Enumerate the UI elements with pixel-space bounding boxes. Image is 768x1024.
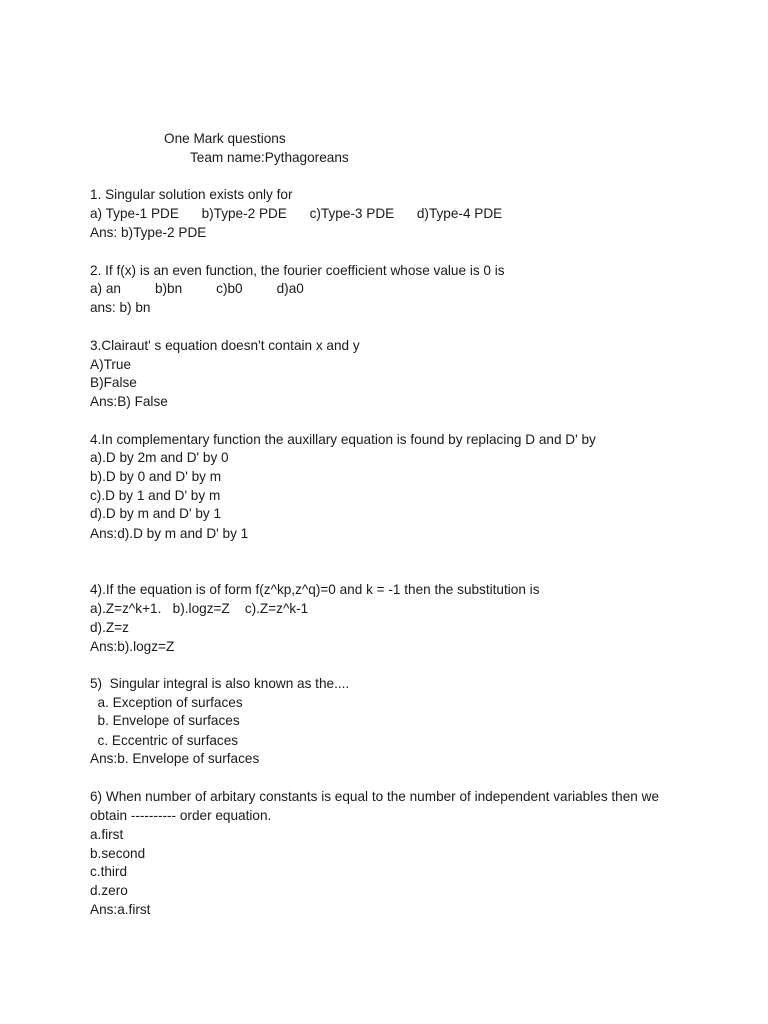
answer-text: Ans:b).logz=Z xyxy=(90,639,175,654)
document-heading: One Mark questions xyxy=(164,131,286,146)
option-line: c. Eccentric of surfaces xyxy=(90,733,239,748)
option-line: B)False xyxy=(90,375,137,390)
answer-text: Ans:a.first xyxy=(90,902,151,917)
option-line: b.second xyxy=(90,846,146,861)
question-text: 1. Singular solution exists only for xyxy=(90,187,293,202)
option-line: a. Exception of surfaces xyxy=(90,695,243,710)
question-text: 2. If f(x) is an even function, the fourier coefficient whose value is 0 is xyxy=(90,263,505,278)
option-line: d.zero xyxy=(90,883,128,898)
answer-text: Ans:B) False xyxy=(90,394,168,409)
option-line: a) Type-1 PDE b)Type-2 PDE c)Type-3 PDE d)Type-4 PDE xyxy=(90,206,503,221)
answer-text: ans: b) bn xyxy=(90,300,151,315)
option-line: c).D by 1 and D' by m xyxy=(90,488,221,503)
answer-text: Ans:b. Envelope of surfaces xyxy=(90,751,260,766)
question-text: 3.Clairaut' s equation doesn't contain x and y xyxy=(90,338,360,353)
answer-text: Ans:d).D by m and D' by 1 xyxy=(90,526,249,541)
option-line: A)True xyxy=(90,357,132,372)
question-text: 4).If the equation is of form f(z^kp,z^q)=0 and k = -1 then the substitution is xyxy=(90,582,540,597)
option-line: a) an b)bn c)b0 d)a0 xyxy=(90,281,304,296)
question-text: 5) Singular integral is also known as the.... xyxy=(90,676,350,691)
option-line: a).Z=z^k+1. b).logz=Z c).Z=z^k-1 xyxy=(90,601,309,616)
option-line: d).D by m and D' by 1 xyxy=(90,506,222,521)
option-line: d).Z=z xyxy=(90,620,129,635)
answer-text: Ans: b)Type-2 PDE xyxy=(90,225,207,240)
question-text: obtain ---------- order equation. xyxy=(90,808,272,823)
option-line: b. Envelope of surfaces xyxy=(90,713,240,728)
question-text: 6) When number of arbitary constants is equal to the number of independent variables then we xyxy=(90,789,660,804)
option-line: c.third xyxy=(90,864,128,879)
team-name: Team name:Pythagoreans xyxy=(190,150,349,165)
option-line: a.first xyxy=(90,827,124,842)
option-line: b).D by 0 and D' by m xyxy=(90,469,222,484)
question-text: 4.In complementary function the auxillary equation is found by replacing D and D' by xyxy=(90,432,596,447)
option-line: a).D by 2m and D' by 0 xyxy=(90,450,229,465)
